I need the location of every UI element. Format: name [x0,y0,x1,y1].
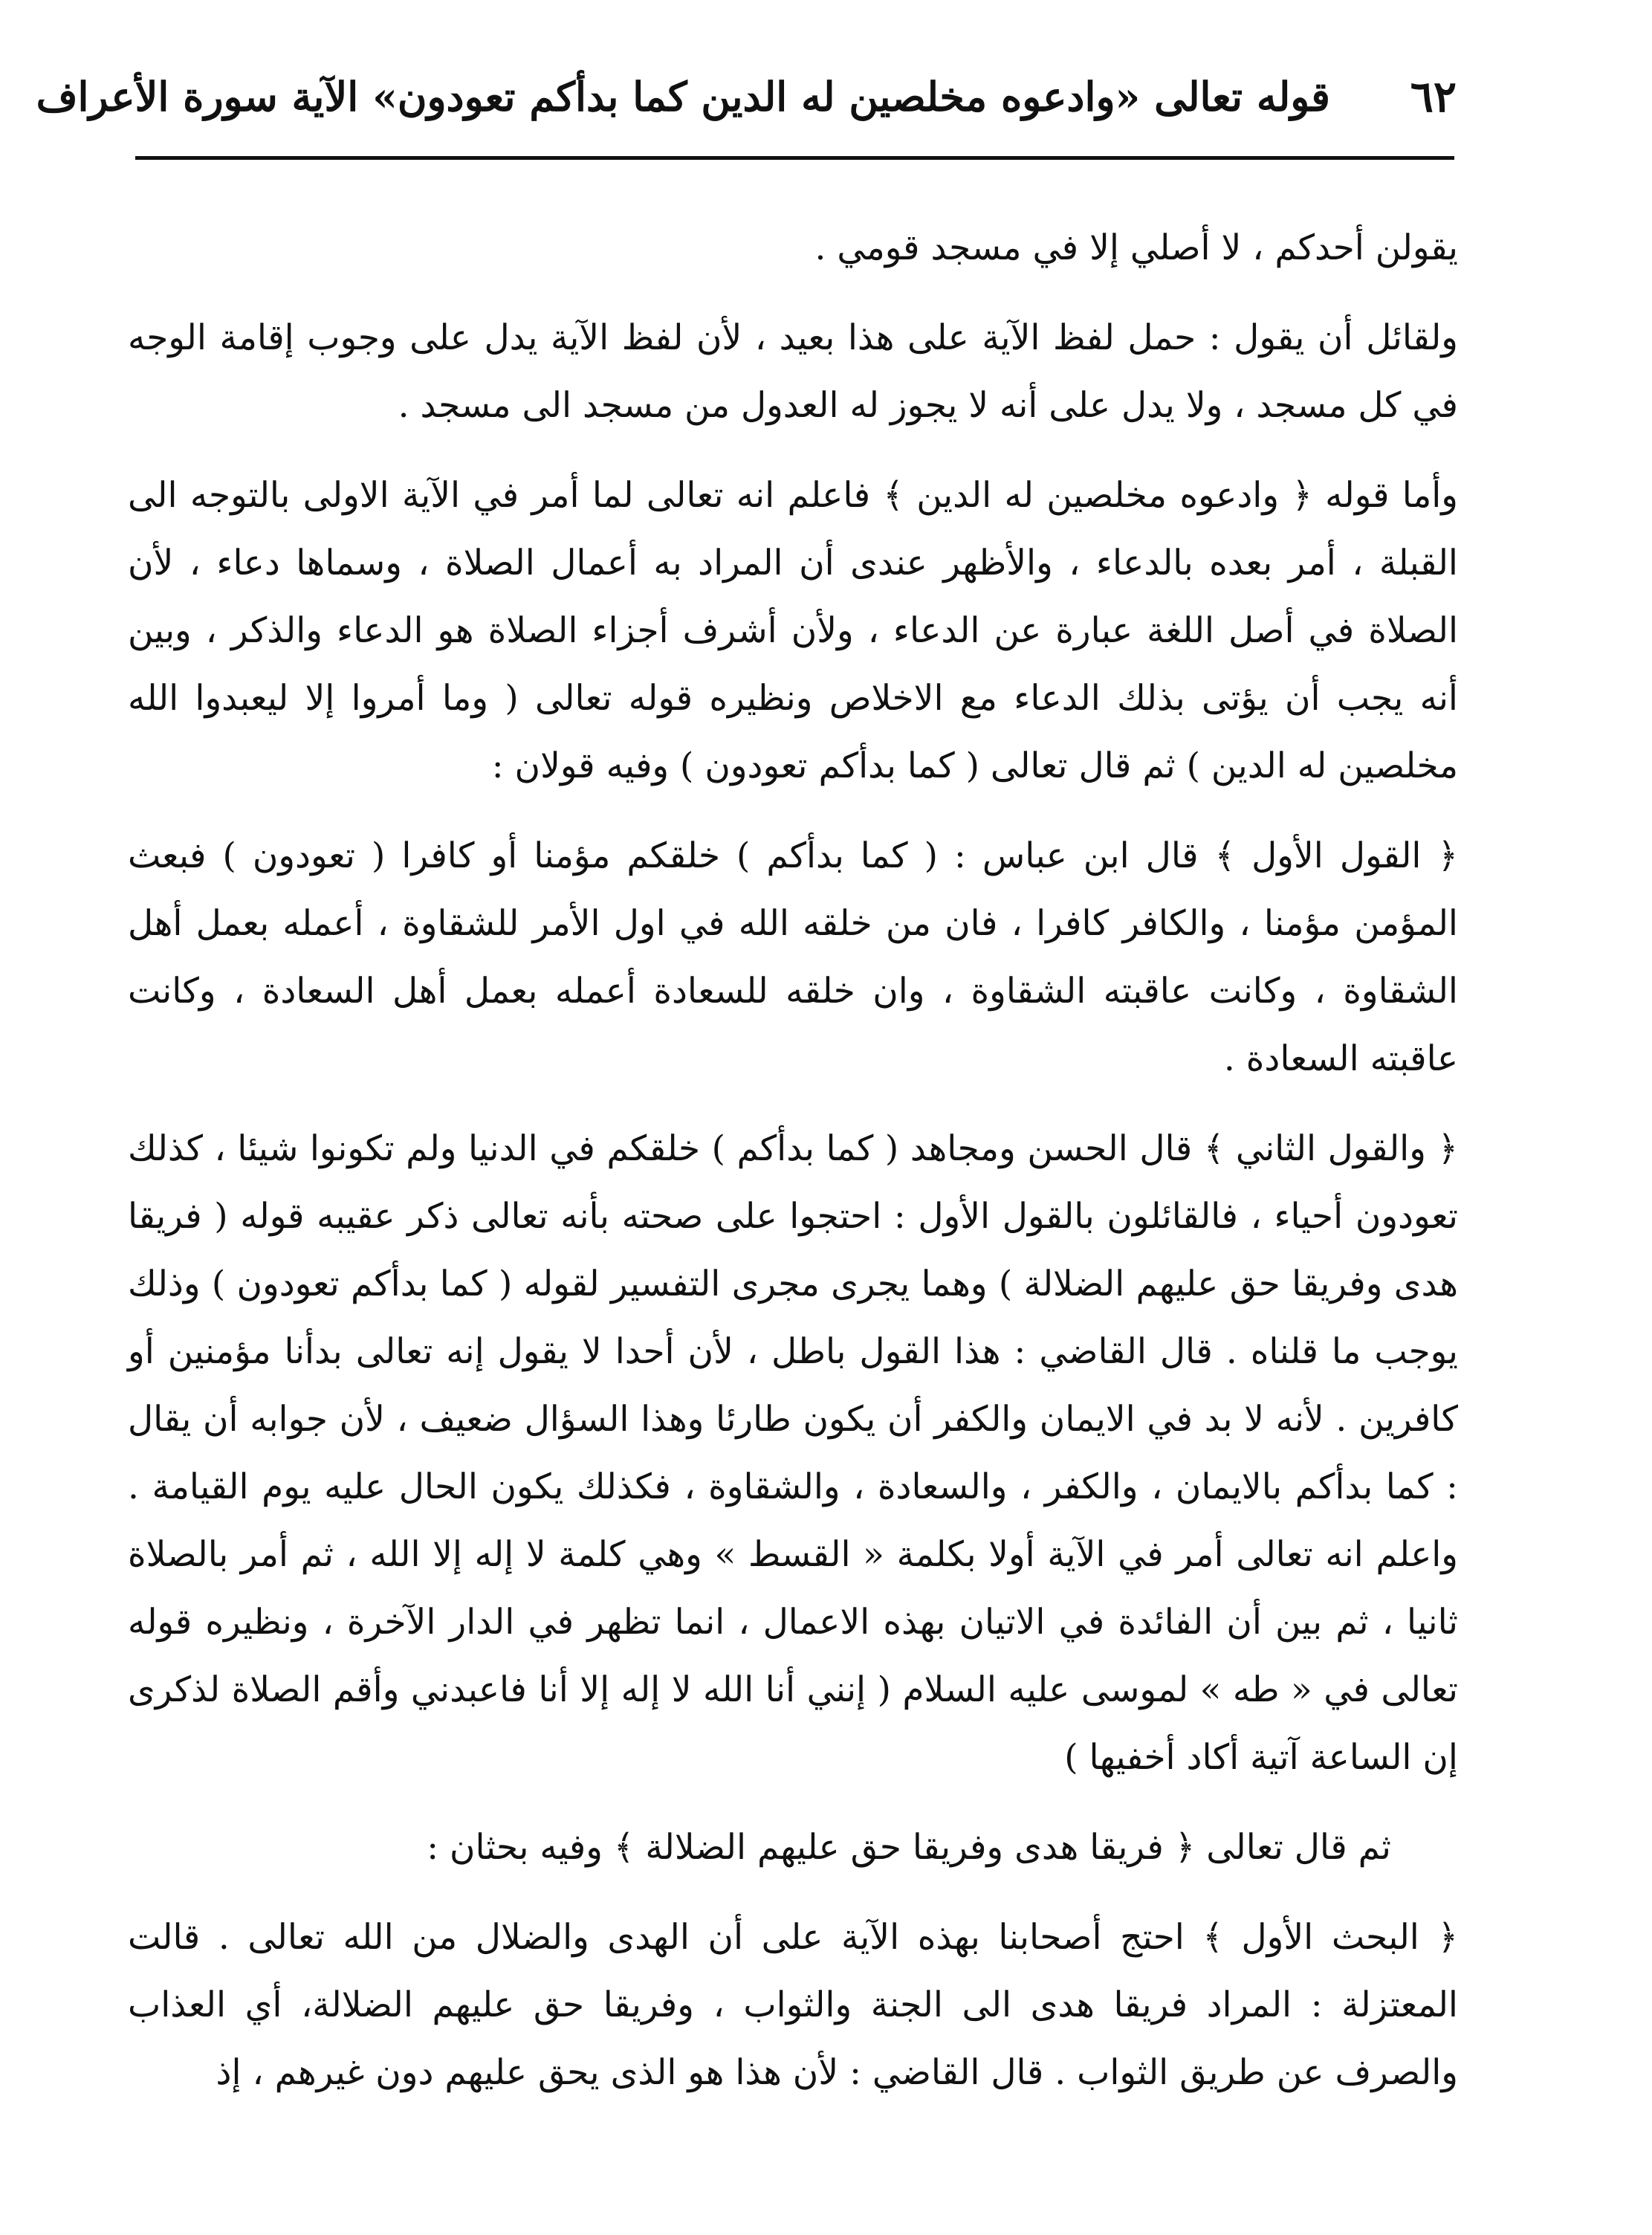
body-text [128,214,1458,2129]
paragraph: ولقائل أن يقول : حمل لفظ الآية على هذا بعيد ، لأن لفظ الآية يدل على وجوب إقامة الوجه في كل مسجد ، ولا يدل على أنه لا يجوز له العدول من مسجد الى مسجد . [128,317,1458,426]
paragraph: ﴿ البحث الأول ﴾ احتج أصحابنا بهذه الآية على أن الهدى والضلال من الله تعالى . قالت المعتزلة : المراد فريقا هدى الى الجنة والثواب ، وفريقا حق عليهم الضلالة، أي العذاب والصرف عن طريق الثواب . قال القاضي : لأن هذا هو الذى يحق عليهم دون غيرهم ، إذ [128,1917,1458,2093]
paragraph: ﴿ والقول الثاني ﴾ قال الحسن ومجاهد ( كما بدأكم ) خلقكم في الدنيا ولم تكونوا شيئا ، كذلك تعودون أحياء ، فالقائلون بالقول الأول : احتجوا على صحته بأنه تعالى ذكر عقيبه قوله ( فريقا هدى وفريقا حق عليهم الضلالة ) وهما يجرى مجرى التفسير لقوله ( كما بدأكم تعودون ) وذلك يوجب ما قلناه . قال القاضي : هذا القول باطل ، لأن أحدا لا يقول إنه تعالى بدأنا مؤمنين أو كافرين . لأنه لا بد في الايمان والكفر أن يكون طارئا وهذا السؤال ضعيف ، لأن جوابه أن يقال : كما بدأكم بالايمان ، والكفر ، والسعادة ، والشقاوة ، فكذلك يكون الحال عليه يوم القيامة . واعلم انه تعالى أمر في الآية أولا بكلمة « القسط » وهي كلمة لا إله إلا الله ، ثم أمر بالصلاة ثانيا ، ثم بين أن الفائدة في الاتيان بهذه الاعمال ، انما تظهر في الدار الآخرة ، ونظيره قوله تعالى في « طه » لموسى عليه السلام ( إنني أنا الله لا إله إلا أنا فاعبدني وأقم الصلاة لذكرى إن الساعة آتية أكاد أخفيها ) [128,1128,1458,1778]
running-title: قوله تعالى «وادعوه مخلصين له الدين كما بدأكم تعودون» الآية سورة الأعراف [36,73,1330,120]
page-header [36,65,1457,132]
paragraph: يقولن أحدكم ، لا أصلي إلا في مسجد قومي . [814,227,1458,268]
paragraph: ﴿ القول الأول ﴾ قال ابن عباس : ( كما بدأكم ) خلقكم مؤمنا أو كافرا ( تعودون ) فبعث المؤمن مؤمنا ، والكافر كافرا ، فان من خلقه الله في اول الأمر للشقاوة ، أعمله بعمل أهل الشقاوة ، وكانت عاقبته الشقاوة ، وان خلقه للسعادة أعمله بعمل أهل السعادة ، وكانت عاقبته السعادة . [128,835,1458,1079]
paragraph: وأما قوله ﴿ وادعوه مخلصين له الدين ﴾ فاعلم انه تعالى لما أمر في الآية الاولى بالتوجه الى القبلة ، أمر بعده بالدعاء ، والأظهر عندى أن المراد به أعمال الصلاة ، وسماها دعاء ، لأن الصلاة في أصل اللغة عبارة عن الدعاء ، ولأن أشرف أجزاء الصلاة هو الدعاء والذكر ، وبين أنه يجب أن يؤتى بذلك الدعاء مع الاخلاص ونظيره قوله تعالى ( وما أمروا إلا ليعبدوا الله مخلصين له الدين ) ثم قال تعالى ( كما بدأكم تعودون ) وفيه قولان : [128,475,1458,786]
page-number: ٦٢ [1410,71,1457,122]
header-divider [135,156,1454,160]
paragraph: ثم قال تعالى ﴿ فريقا هدى وفريقا حق عليهم الضلالة ﴾ وفيه بحثان : [427,1827,1391,1868]
